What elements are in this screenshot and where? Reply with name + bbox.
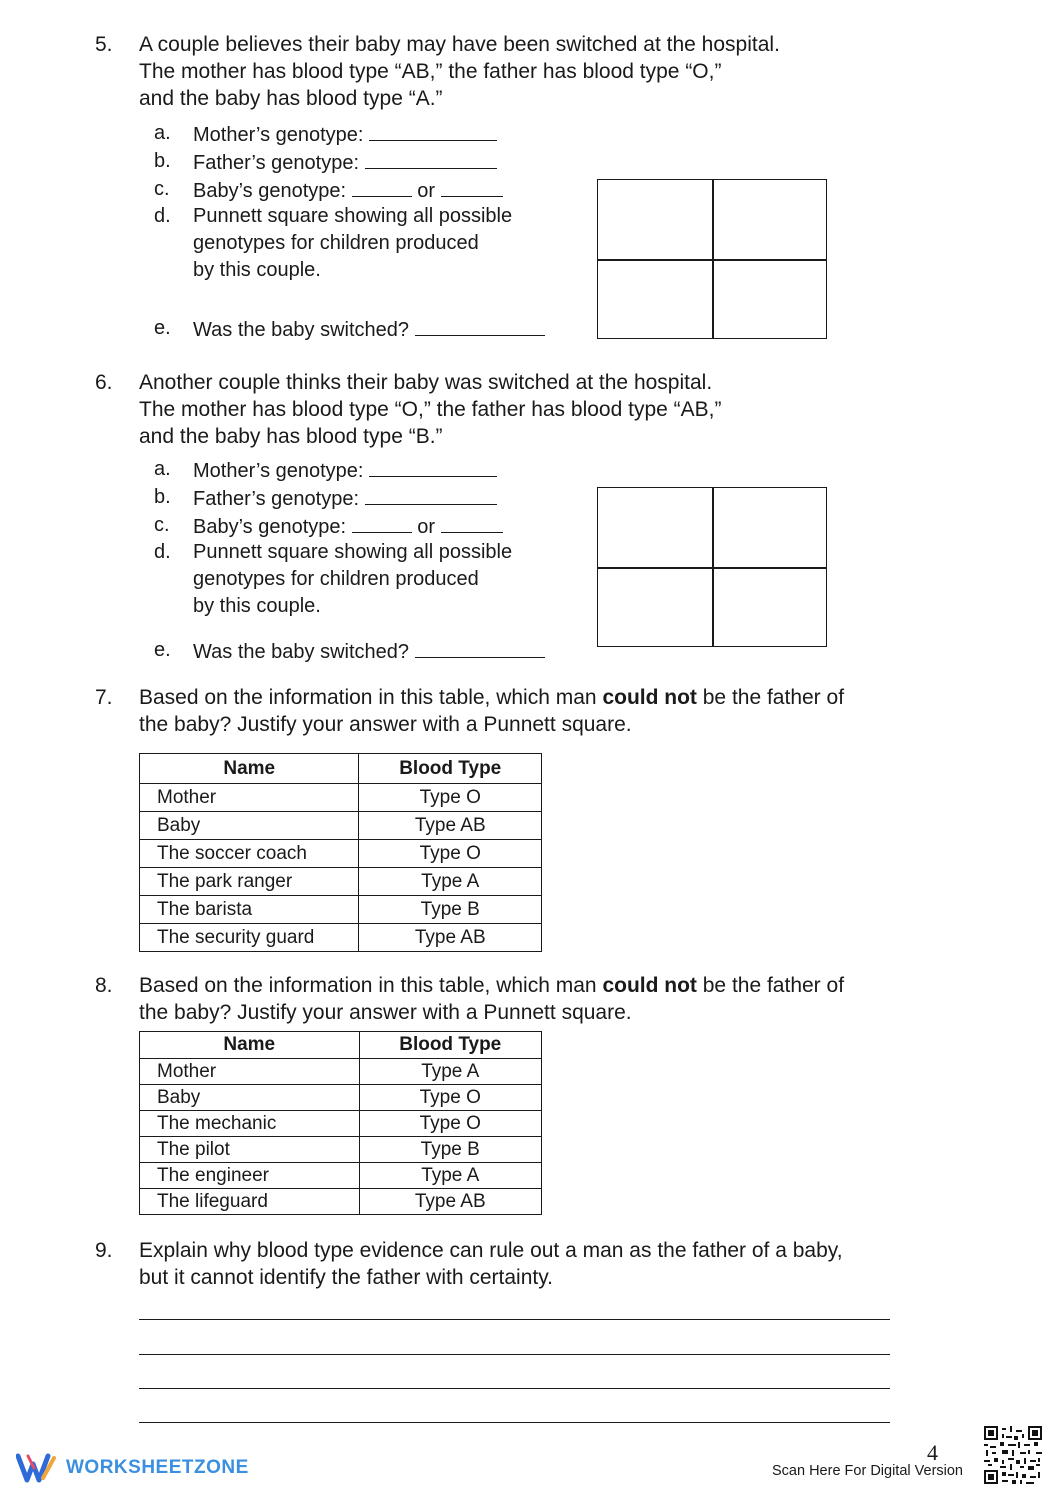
cell-name: The pilot bbox=[140, 1137, 360, 1163]
q5-item-b-label: Father’s genotype: bbox=[193, 152, 360, 174]
q8-text-bold: could not bbox=[602, 974, 697, 997]
q6-item-a-label: Mother’s genotype: bbox=[193, 460, 364, 482]
question-6-text: Another couple thinks their baby was switched at the hospital. The mother has blood type “O,” the father has blood type “AB,” and the baby has blood type “B.” bbox=[139, 371, 722, 448]
q6-item-e bbox=[193, 637, 545, 666]
q5-baby-genotype-blank-2[interactable] bbox=[441, 176, 503, 197]
table-row bbox=[140, 784, 542, 812]
q6-item-b-label: Father’s genotype: bbox=[193, 488, 360, 510]
worksheetzone-logo-icon bbox=[16, 1452, 58, 1484]
q5-father-genotype-blank[interactable] bbox=[365, 148, 497, 169]
q6-item-d-letter: d. bbox=[154, 541, 171, 563]
question-8-number: 8. bbox=[95, 974, 113, 997]
question-7-text bbox=[139, 684, 844, 738]
q5-item-a bbox=[193, 120, 497, 149]
q5-item-b bbox=[193, 148, 497, 177]
q5-or-text: or bbox=[417, 180, 435, 202]
punnett-divider-horizontal bbox=[598, 567, 826, 569]
cell-blood-type: Type A bbox=[359, 1163, 542, 1189]
q5-item-b-letter: b. bbox=[154, 150, 171, 172]
q5-item-c bbox=[193, 176, 503, 205]
answer-line-3[interactable] bbox=[139, 1388, 890, 1389]
table-row bbox=[140, 1137, 542, 1163]
q6-item-c-label: Baby’s genotype: bbox=[193, 516, 347, 538]
cell-blood-type: Type B bbox=[359, 896, 542, 924]
q5-item-c-letter: c. bbox=[154, 178, 170, 200]
page-number: 4 bbox=[927, 1440, 938, 1465]
table-row bbox=[140, 1085, 542, 1111]
cell-name: Baby bbox=[140, 1085, 360, 1111]
cell-name: The mechanic bbox=[140, 1111, 360, 1137]
q6-father-genotype-blank[interactable] bbox=[365, 484, 497, 505]
q7-text-bold: could not bbox=[602, 686, 697, 709]
q5-item-a-letter: a. bbox=[154, 122, 171, 144]
qr-code-icon[interactable] bbox=[984, 1426, 1042, 1484]
q5-item-c-label: Baby’s genotype: bbox=[193, 180, 347, 202]
cell-name: The park ranger bbox=[140, 868, 359, 896]
cell-blood-type: Type AB bbox=[359, 1189, 542, 1215]
table-row bbox=[140, 1111, 542, 1137]
table-header-row bbox=[140, 1032, 542, 1059]
cell-blood-type: Type A bbox=[359, 1059, 542, 1085]
cell-blood-type: Type A bbox=[359, 868, 542, 896]
q6-item-b-letter: b. bbox=[154, 486, 171, 508]
header-name: Name bbox=[140, 1032, 360, 1059]
header-name: Name bbox=[140, 754, 359, 784]
table-row bbox=[140, 840, 542, 868]
cell-blood-type: Type O bbox=[359, 1111, 542, 1137]
q6-item-c bbox=[193, 512, 503, 541]
q5-switched-answer-blank[interactable] bbox=[415, 315, 545, 336]
q6-item-e-letter: e. bbox=[154, 639, 171, 661]
table-row bbox=[140, 896, 542, 924]
q6-item-e-label: Was the baby switched? bbox=[193, 641, 410, 663]
question-5-number: 5. bbox=[95, 33, 113, 56]
q6-punnett-square[interactable] bbox=[597, 487, 827, 647]
q8-text-before: Based on the information in this table, which man bbox=[139, 974, 603, 997]
worksheetzone-logo[interactable] bbox=[16, 1452, 249, 1484]
cell-name: The soccer coach bbox=[140, 840, 359, 868]
q5-item-a-label: Mother’s genotype: bbox=[193, 124, 364, 146]
cell-name: The barista bbox=[140, 896, 359, 924]
answer-line-4[interactable] bbox=[139, 1422, 890, 1423]
q8-text-after: be the father of the baby? Justify your answer with a Punnett square. bbox=[139, 974, 845, 1024]
q6-baby-genotype-blank-2[interactable] bbox=[441, 512, 503, 533]
table-row bbox=[140, 868, 542, 896]
question-9-number: 9. bbox=[95, 1239, 113, 1262]
q6-switched-answer-blank[interactable] bbox=[415, 637, 545, 658]
question-7-number: 7. bbox=[95, 686, 113, 709]
punnett-divider-horizontal bbox=[598, 259, 826, 261]
scan-text: Scan Here For Digital Version bbox=[772, 1463, 963, 1479]
q5-punnett-square[interactable] bbox=[597, 179, 827, 339]
q8-blood-type-table bbox=[139, 1031, 542, 1215]
q7-text-after: be the father of the baby? Justify your answer with a Punnett square. bbox=[139, 686, 845, 736]
q5-item-e-label: Was the baby switched? bbox=[193, 319, 410, 341]
q5-item-e bbox=[193, 315, 545, 344]
cell-name: Mother bbox=[140, 1059, 360, 1085]
question-9-text: Explain why blood type evidence can rule out a man as the father of a baby, but it cannot identify the father with certainty. bbox=[139, 1239, 843, 1289]
table-row bbox=[140, 1059, 542, 1085]
q5-mother-genotype-blank[interactable] bbox=[369, 120, 497, 141]
brand-name: WORKSHEETZONE bbox=[66, 1457, 249, 1478]
q7-blood-type-table bbox=[139, 753, 542, 952]
question-5-text: A couple believes their baby may have been switched at the hospital. The mother has blood type “AB,” the father has blood type “O,” and the baby has blood type “A.” bbox=[139, 33, 780, 110]
cell-name: The security guard bbox=[140, 924, 359, 952]
q6-baby-genotype-blank-1[interactable] bbox=[352, 512, 412, 533]
q6-mother-genotype-blank[interactable] bbox=[369, 456, 497, 477]
header-blood-type: Blood Type bbox=[359, 1032, 542, 1059]
cell-blood-type: Type O bbox=[359, 840, 542, 868]
q6-item-c-letter: c. bbox=[154, 514, 170, 536]
q6-item-a bbox=[193, 456, 497, 485]
table-row bbox=[140, 1189, 542, 1215]
q6-or-text: or bbox=[417, 516, 435, 538]
question-8-text bbox=[139, 972, 844, 1026]
q5-baby-genotype-blank-1[interactable] bbox=[352, 176, 412, 197]
cell-name: The lifeguard bbox=[140, 1189, 360, 1215]
q7-text-before: Based on the information in this table, which man bbox=[139, 686, 603, 709]
cell-blood-type: Type AB bbox=[359, 924, 542, 952]
q6-item-b bbox=[193, 484, 497, 513]
q5-item-d-letter: d. bbox=[154, 205, 171, 227]
answer-line-2[interactable] bbox=[139, 1354, 890, 1355]
q6-item-a-letter: a. bbox=[154, 458, 171, 480]
cell-name: Mother bbox=[140, 784, 359, 812]
q5-item-e-letter: e. bbox=[154, 317, 171, 339]
table-row bbox=[140, 812, 542, 840]
cell-name: Baby bbox=[140, 812, 359, 840]
cell-name: The engineer bbox=[140, 1163, 360, 1189]
answer-line-1[interactable] bbox=[139, 1319, 890, 1320]
cell-blood-type: Type AB bbox=[359, 812, 542, 840]
question-6-number: 6. bbox=[95, 371, 113, 394]
cell-blood-type: Type O bbox=[359, 1085, 542, 1111]
table-header-row bbox=[140, 754, 542, 784]
table-row bbox=[140, 924, 542, 952]
header-blood-type: Blood Type bbox=[359, 754, 542, 784]
q5-item-d-text: Punnett square showing all possible genotypes for children produced by this couple. bbox=[193, 205, 513, 281]
cell-blood-type: Type B bbox=[359, 1137, 542, 1163]
table-row bbox=[140, 1163, 542, 1189]
cell-blood-type: Type O bbox=[359, 784, 542, 812]
q6-item-d-text: Punnett square showing all possible genotypes for children produced by this couple. bbox=[193, 541, 513, 617]
